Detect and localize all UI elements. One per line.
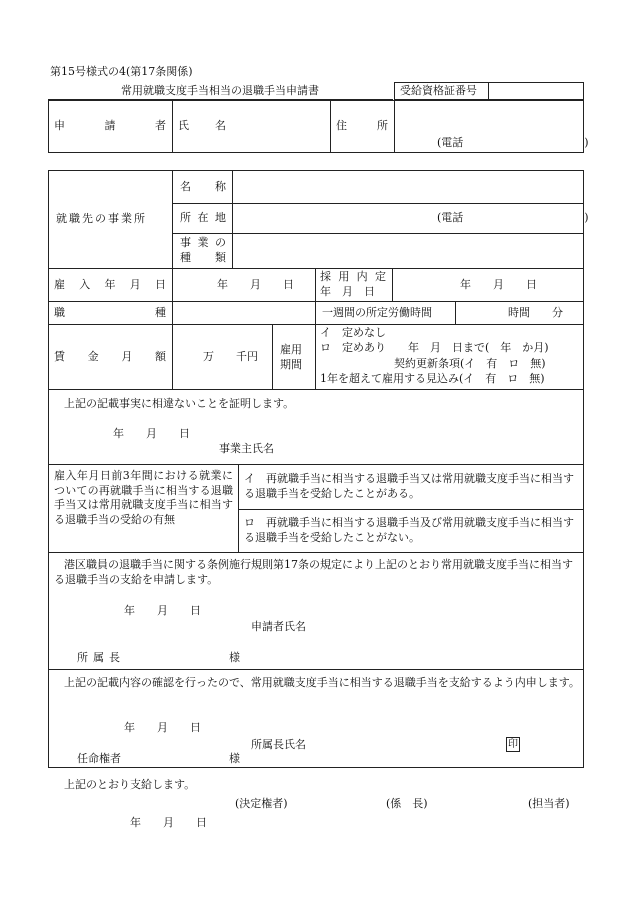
- confirmation-text: 上記の記載内容の確認を行ったので、常用就職支度手当に相当する退職手当を支給するよう内申します。: [64, 676, 580, 689]
- payment-text: 上記のとおり支給します。: [64, 778, 196, 791]
- address-label: 住所: [336, 119, 388, 132]
- wage-label: 賃金月額: [54, 350, 166, 363]
- staff-label: (担当者): [528, 797, 570, 810]
- offer-date-label-2: 年 月 日: [320, 285, 375, 298]
- form-title: 常用就職支度手当相当の退職手当申請書: [121, 84, 319, 97]
- seal-mark: 印: [508, 739, 518, 750]
- application-date[interactable]: 年 月 日: [124, 604, 201, 617]
- occupation-label: 職種: [54, 306, 166, 319]
- hire-date-field[interactable]: 年 月 日: [217, 278, 294, 291]
- appointing-authority-honorific: 様: [229, 752, 240, 765]
- workplace-name-label: 名称: [180, 180, 226, 193]
- appointing-authority-label: 任命権者: [77, 752, 121, 765]
- history-option-received[interactable]: イ 再就職手当に相当する退職手当又は常用就職支度手当に相当する退職手当を受給したことがある。: [244, 472, 574, 500]
- employer-signer-label: 事業主氏名: [219, 442, 274, 455]
- decider-label: (決定権者): [235, 797, 288, 810]
- period-label-2: 期間: [280, 358, 302, 371]
- name-label: 氏名: [178, 119, 226, 132]
- chief-label: (係 長): [386, 797, 428, 810]
- workplace-phone[interactable]: (電話 ): [437, 211, 589, 224]
- applicant-phone[interactable]: (電話 ): [437, 136, 589, 149]
- offer-date-field[interactable]: 年 月 日: [460, 278, 537, 291]
- offer-date-label: 採用内定: [320, 270, 386, 283]
- period-option-fixed[interactable]: ロ 定めあり 年 月 日まで( 年 か月): [320, 341, 549, 354]
- applicant-label: 申請者: [54, 119, 166, 132]
- workplace-label: 就職先の事業所: [56, 212, 147, 225]
- contract-renewal[interactable]: 契約更新条項(イ 有 ロ 無): [394, 357, 546, 370]
- department-head-label: 所属長: [77, 651, 125, 664]
- workplace-location-label: 所在地: [180, 211, 226, 224]
- business-type-label: 事業の: [180, 236, 226, 249]
- extension-prospect[interactable]: 1年を超えて雇用する見込み(イ 有 ロ 無): [320, 372, 545, 385]
- business-type-label-2: 種類: [180, 251, 226, 264]
- history-option-not-received[interactable]: ロ 再就職手当に相当する退職手当及び常用就職支度手当に相当する退職手当を受給したことがない。: [244, 516, 574, 544]
- department-head-signer-label: 所属長氏名: [251, 738, 306, 751]
- cert-number-label: 受給資格証番号: [400, 84, 477, 97]
- weekly-hours-field[interactable]: 時間 分: [508, 306, 563, 319]
- period-label: 雇用: [280, 343, 302, 356]
- hire-date-label: 雇入年月日: [54, 278, 166, 291]
- payment-date[interactable]: 年 月 日: [130, 816, 207, 829]
- period-option-none[interactable]: イ 定めなし: [320, 326, 386, 339]
- department-head-honorific: 様: [229, 651, 240, 664]
- employer-cert-date[interactable]: 年 月 日: [113, 427, 190, 440]
- applicant-signer-label: 申請者氏名: [251, 620, 306, 633]
- application-text: 港区職員の退職手当に関する条例施行規則第17条の規定により上記のとおり常用就職支度手当に相当する退職手当の支給を申請します。: [54, 558, 573, 586]
- weekly-hours-label: 一週間の所定労働時間: [322, 306, 432, 319]
- form-id: 第15号様式の4(第17条関係): [50, 65, 193, 78]
- history-question: 雇入年月日前3年間における就業についての再就職手当に相当する退職手当又は常用就職支度手当に相当する退職手当の受給の有無: [54, 469, 233, 526]
- employer-cert-text: 上記の記載事実に相違ないことを証明します。: [64, 397, 295, 410]
- wage-field[interactable]: 万 千円: [203, 350, 258, 363]
- confirmation-date[interactable]: 年 月 日: [124, 721, 201, 734]
